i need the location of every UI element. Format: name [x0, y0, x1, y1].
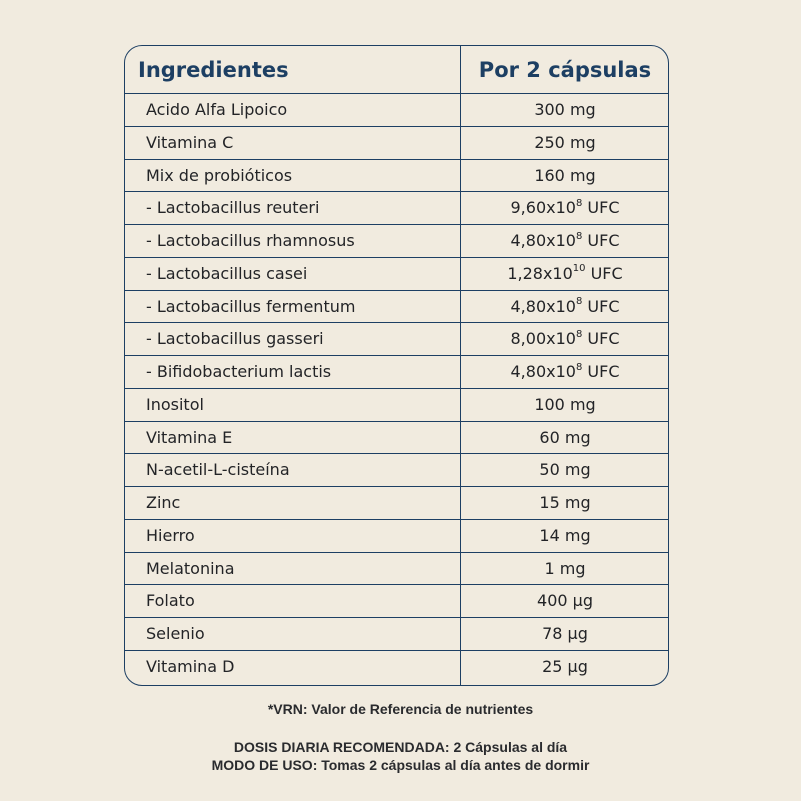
ingredient-amount: 78 µg — [542, 624, 588, 643]
vrn-note: *VRN: Valor de Referencia de nutrientes — [267, 701, 534, 717]
table-row — [125, 553, 668, 586]
ingredient-amount — [461, 323, 669, 355]
ingredient-amount — [461, 258, 669, 290]
table-row — [125, 454, 668, 487]
ingredient-amount — [461, 192, 669, 224]
table-row — [125, 127, 668, 160]
amount-unit: UFC — [582, 231, 620, 250]
ingredient-amount: 250 mg — [534, 132, 596, 152]
table-row — [125, 356, 668, 389]
nutrition-table — [124, 45, 669, 686]
amount-base: 9,60x10 — [510, 198, 576, 218]
table-row — [125, 651, 668, 684]
ingredient-name: Vitamina C — [146, 132, 234, 152]
amount-unit: UFC — [582, 329, 620, 349]
table-row — [125, 291, 668, 324]
ingredient-amount: 14 mg — [539, 525, 591, 545]
ingredient-amount — [461, 356, 669, 388]
amount-unit: UFC — [582, 296, 620, 316]
ingredient-amount: 400 µg — [537, 591, 593, 611]
ingredient-name: Selenio — [146, 624, 205, 643]
amount-exponent: 10 — [572, 263, 586, 275]
ingredient-amount: 50 mg — [539, 460, 591, 480]
table-body — [125, 94, 668, 684]
amount-exponent: 8 — [575, 230, 583, 242]
table-row — [125, 160, 668, 193]
table-header — [125, 46, 668, 94]
ingredient-name: - Lactobacillus casei — [146, 263, 308, 283]
ingredient-name: N-acetil-L-cisteína — [146, 460, 290, 480]
table-row — [125, 323, 668, 356]
amount-base: 4,80x10 — [510, 231, 576, 250]
amount-unit: UFC — [582, 198, 620, 218]
table-row — [125, 618, 668, 651]
ingredient-amount: 25 µg — [542, 656, 588, 676]
table-row — [125, 192, 668, 225]
table-row — [125, 258, 668, 291]
ingredient-name: Vitamina E — [146, 427, 233, 447]
amount-exponent: 8 — [575, 197, 583, 209]
ingredient-name: Mix de probióticos — [146, 165, 293, 185]
ingredient-name: Zinc — [146, 493, 181, 512]
amount-base: 4,80x10 — [510, 362, 576, 381]
ingredient-name: Melatonina — [146, 558, 235, 578]
ingredient-amount: 15 mg — [539, 493, 591, 512]
ingredient-name: Inositol — [146, 394, 204, 414]
amount-base: 1,28x10 — [507, 263, 573, 283]
amount-base: 8,00x10 — [510, 329, 576, 349]
amount-exponent: 8 — [575, 328, 583, 340]
ingredient-name: - Lactobacillus gasseri — [146, 329, 324, 349]
amount-unit: UFC — [582, 362, 620, 381]
ingredient-name: Vitamina D — [146, 656, 235, 676]
ingredient-name: Folato — [146, 591, 195, 611]
ingredient-amount: 1 mg — [544, 558, 586, 578]
table-row — [125, 225, 668, 258]
amount-base: 4,80x10 — [510, 296, 576, 316]
header-amount: Por 2 cápsulas — [478, 58, 652, 82]
amount-unit: UFC — [585, 263, 623, 283]
table-row — [125, 487, 668, 520]
ingredient-name: - Lactobacillus rhamnosus — [146, 231, 355, 250]
dose-note: DOSIS DIARIA RECOMENDADA: 2 Cápsulas al día — [233, 739, 568, 755]
table-row — [125, 585, 668, 618]
table-row — [125, 422, 668, 455]
ingredient-name: - Bifidobacterium lactis — [146, 362, 332, 381]
amount-exponent: 8 — [575, 296, 583, 308]
ingredient-amount: 300 mg — [534, 100, 596, 119]
ingredient-amount — [461, 225, 669, 257]
ingredient-amount: 100 mg — [534, 394, 596, 414]
ingredient-amount: 60 mg — [539, 427, 591, 447]
ingredient-amount: 160 mg — [534, 165, 596, 185]
amount-exponent: 8 — [575, 361, 583, 373]
table-row — [125, 94, 668, 127]
table-row — [125, 389, 668, 422]
table-row — [125, 520, 668, 553]
ingredient-name: Hierro — [146, 525, 195, 545]
ingredient-name: - Lactobacillus reuteri — [146, 198, 320, 218]
header-ingredients: Ingredientes — [138, 58, 289, 82]
ingredient-amount — [461, 291, 669, 323]
ingredient-name: - Lactobacillus fermentum — [146, 296, 356, 316]
usage-note: MODO DE USO: Tomas 2 cápsulas al día antes de dormir — [211, 757, 590, 773]
ingredient-name: Acido Alfa Lipoico — [146, 100, 288, 119]
